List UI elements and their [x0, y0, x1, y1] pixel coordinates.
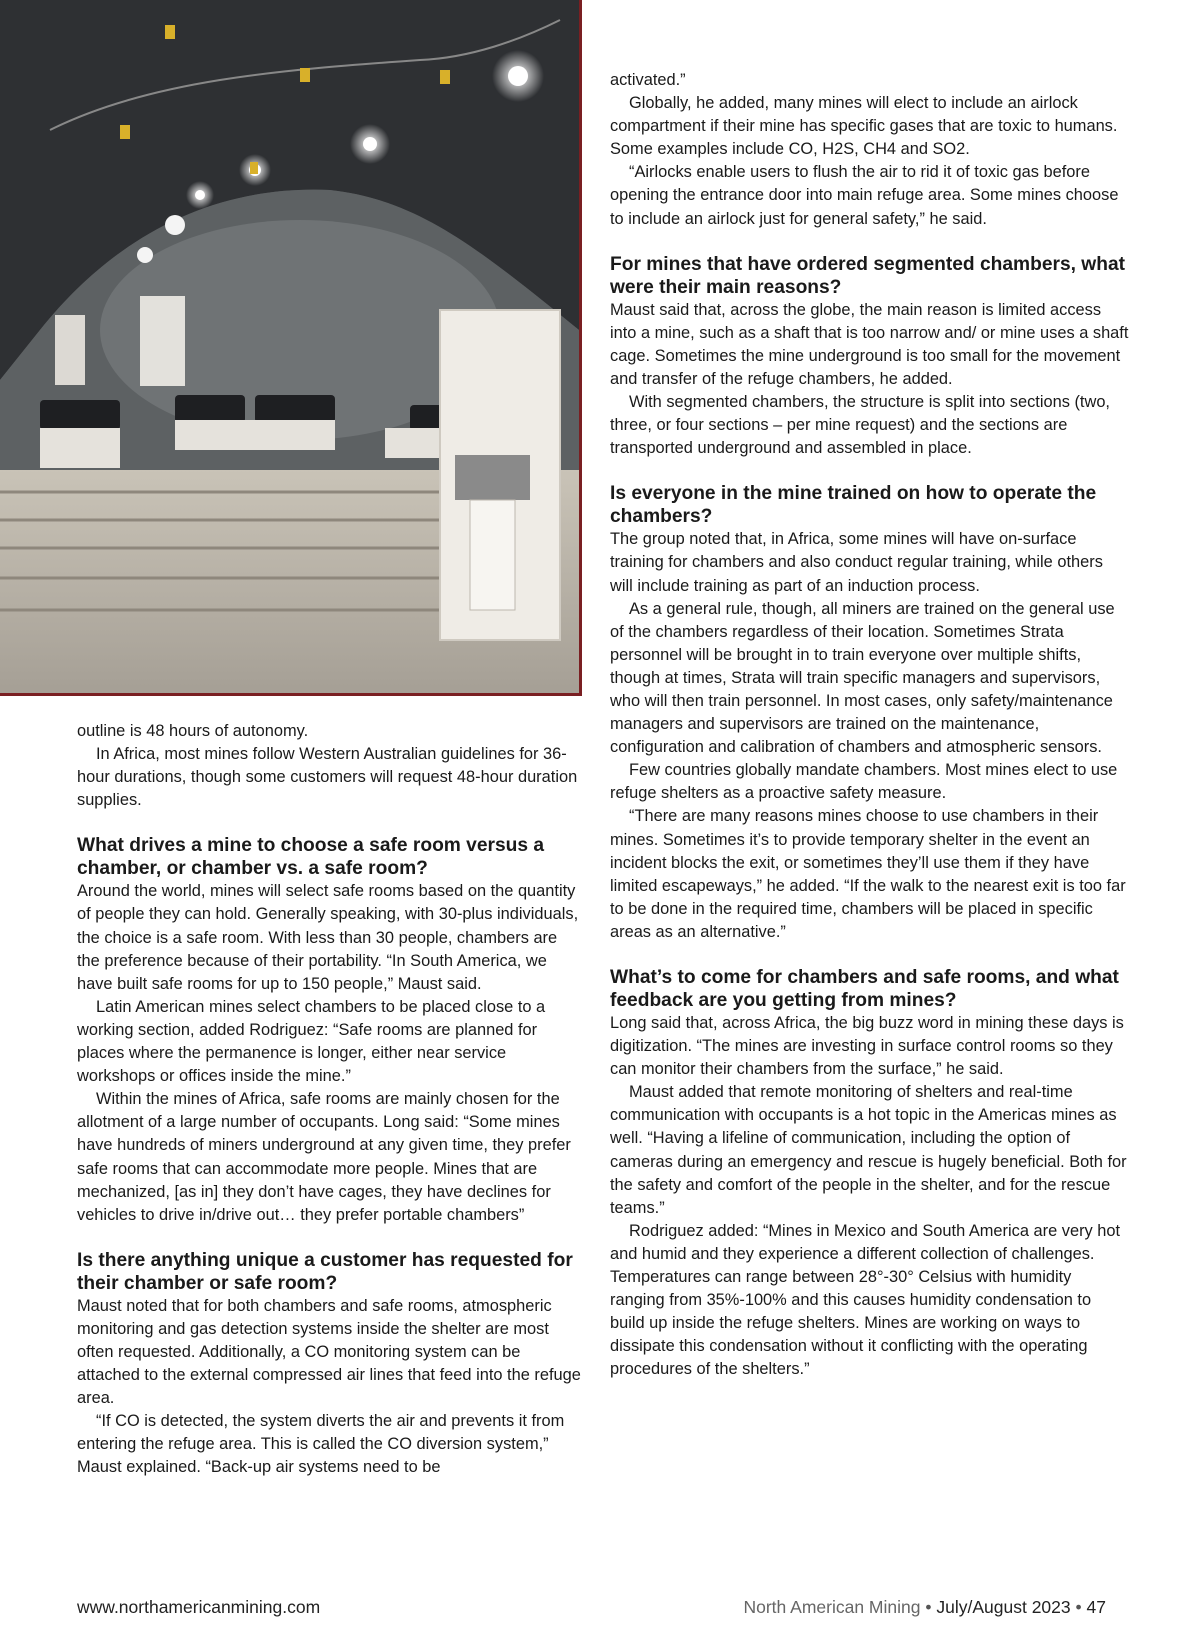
paragraph: Latin American mines select chambers to be placed close to a working section, added Rodriguez: “Safe rooms are planned for places where the permanence is longer, either near service workshops or offices inside the mine.” — [77, 997, 546, 1086]
section-heading: For mines that have ordered segmented chambers, what were their main reasons? — [610, 253, 1126, 298]
footer-publication: North American Mining — [743, 1597, 921, 1617]
section-heading: Is there anything unique a customer has requested for their chamber or safe room? — [77, 1249, 573, 1294]
paragraph: With segmented chambers, the structure is split into sections (two, three, or four sections – per mine request) and the sections are transported underground and assembled in place. — [610, 393, 1110, 458]
paragraph: Globally, he added, many mines will elect to include an airlock compartment if their mine has specific gases that are toxic to humans. Some examples include CO, H2S, CH4 and SO2. — [610, 94, 1118, 159]
mine-safe-room-photo — [0, 0, 582, 696]
left-article-column — [77, 720, 582, 1480]
paragraph: “There are many reasons mines choose to use chambers in their mines. Sometimes it’s to provide temporary shelter in the event an incident blocks the exit, or sometimes they’ll use them if they have limited escapeways,” he added. “If the walk to the nearest exit is too far to be done in the required time, chambers will be placed in specific areas as an alternative.” — [610, 807, 1126, 941]
paragraph: Around the world, mines will select safe rooms based on the quantity of people they can hold. Generally speaking, with 30-plus individuals, the choice is a safe room. With less than 30 people, chambers are the preference because of their portability. “In South America, we have built safe rooms for up to 150 people,” Maust said. — [77, 882, 579, 993]
paragraph: Maust added that remote monitoring of shelters and real-time communication with occupants is a hot topic in the Americas mines as well. “Having a lifeline of communication, including the option of cameras during an emergency and rescue is hugely beneficial. Both for the safety and comfort of the people in the shelter, and for the rescue teams.” — [610, 1083, 1127, 1217]
paragraph: The group noted that, in Africa, some mines will have on-surface training for chambers and also conduct regular training, while others will include training as part of an induction process. — [610, 530, 1103, 595]
paragraph: Maust noted that for both chambers and safe rooms, atmospheric monitoring and gas detection systems inside the shelter are most often requested. Additionally, a CO monitoring system can be attached to the external compressed air lines that feed into the refuge area. — [77, 1296, 581, 1408]
paragraph: As a general rule, though, all miners are trained on the general use of the chambers regardless of their location. Sometimes Strata personnel will be brought in to train everyone over multiple shifts, though at times, Strata will train specific managers and supervisors, who will then train personnel. In most cases, only safety/maintenance managers and supervisors are trained on the maintenance, configuration and calibration of chambers and atmospheric sensors. — [610, 599, 1115, 757]
paragraph: outline is 48 hours of autonomy. — [77, 722, 309, 740]
paragraph: Rodriguez added: “Mines in Mexico and South America are very hot and humid and they experience a different collection of challenges. Temperatures can range between 28°-30° Celsius with humidity ranging from 35%-100% and this causes humidity condensation to build up inside the refuge shelters. Mines are working on ways to dissipate this condensation without it conflicting with the operating procedures of the shelters.” — [610, 1221, 1121, 1379]
footer-separator: • — [1075, 1597, 1082, 1617]
paragraph: “If CO is detected, the system diverts the air and prevents it from entering the refuge area. This is called the CO diversion system,” Maust explained. “Back-up air systems need to be — [77, 1412, 565, 1477]
footer-page-number: 47 — [1086, 1597, 1106, 1617]
paragraph: activated.” — [610, 71, 686, 89]
footer-folio — [743, 1597, 1106, 1618]
paragraph: Long said that, across Africa, the big buzz word in mining these days is digitization. “The mines are investing in surface control rooms so they can monitor their chambers from the surface,” he said. — [610, 1014, 1124, 1079]
section-heading: What drives a mine to choose a safe room versus a chamber, or chamber vs. a safe room? — [77, 835, 545, 880]
paragraph: Maust said that, across the globe, the main reason is limited access into a mine, such as a shaft that is too narrow and/ or mine uses a shaft cage. Sometimes the mine underground is too small for the movement and transfer of the refuge chambers, he added. — [610, 300, 1129, 388]
section-heading: What’s to come for chambers and safe rooms, and what feedback are you getting from mines? — [610, 967, 1119, 1011]
section-heading: Is everyone in the mine trained on how to operate the chambers? — [610, 483, 1097, 528]
paragraph: In Africa, most mines follow Western Australian guidelines for 36-hour durations, though some customers will request 48-hour duration supplies. — [77, 745, 578, 810]
paragraph: “Airlocks enable users to flush the air to rid it of toxic gas before opening the entrance door into main refuge area. Some mines choose to include an airlock just for general safety,” he said. — [610, 163, 1119, 228]
right-article-column — [610, 69, 1130, 1382]
footer-separator: • — [925, 1597, 932, 1617]
footer-issue: July/August 2023 — [936, 1597, 1071, 1617]
tunnel-illustration — [0, 0, 579, 693]
footer-website: www.northamericanmining.com — [77, 1597, 321, 1617]
paragraph: Within the mines of Africa, safe rooms are mainly chosen for the allotment of a large number of occupants. Long said: “Some mines have hundreds of miners underground at any given time, they prefer safe rooms that can accommodate more people. Mines that are mechanized, [as in] they don’t have cages, they have declines for vehicles to drive in/drive out… they prefer portable chambers” — [77, 1090, 571, 1224]
paragraph: Few countries globally mandate chambers. Most mines elect to use refuge shelters as a proactive safety measure. — [610, 761, 1118, 803]
